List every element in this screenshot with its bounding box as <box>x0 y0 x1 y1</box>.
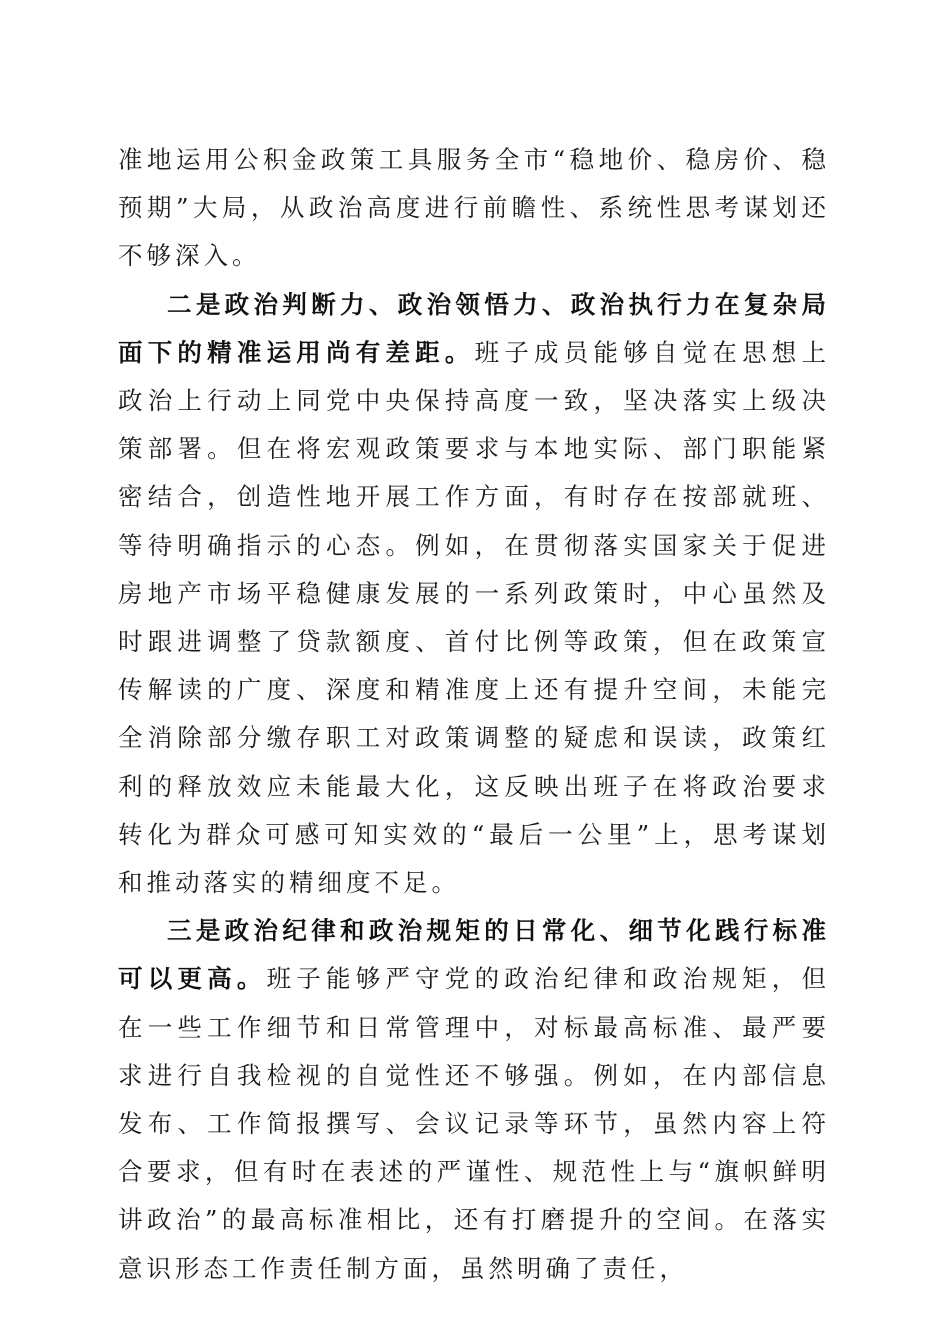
paragraph-text: 准地运用公积金政策工具服务全市“稳地价、稳房价、稳预期”大局，从政治高度进行前瞻性、系统性思考谋划还不够深入。 <box>118 145 830 271</box>
paragraph-text: 班子能够严守党的政治纪律和政治规矩，但在一些工作细节和日常管理中，对标最高标准、最严要求进行自我检视的自觉性还不够强。例如，在内部信息发布、工作简报撰写、会议记录等环节，虽然内容上符合要求，但有时在表述的严谨性、规范性上与“旗帜鲜明讲政治”的最高标准相比，还有打磨提升的空间。在落实意识形态工作责任制方面，虽然明确了责任， <box>118 964 831 1283</box>
paragraph-political-judgment <box>118 281 830 908</box>
paragraph-text: 班子成员能够自觉在思想上政治上行动上同党中央保持高度一致，坚决落实上级决策部署。但在将宏观政策要求与本地实际、部门职能紧密结合，创造性地开展工作方面，有时存在按部就班、等待明确指示的心态。例如，在贯彻落实国家关于促进房地产市场平稳健康发展的一系列政策时，中心虽然及时跟进调整了贷款额度、首付比例等政策，但在政策宣传解读的广度、深度和精准度上还有提升空间，未能完全消除部分缴存职工对政策调整的疑虑和误读，政策红利的释放效应未能最大化，这反映出班子在将政治要求转化为群众可感可知实效的“最后一公里”上，思考谋划和推动落实的精细度不足。 <box>118 337 830 898</box>
paragraph-political-discipline <box>118 907 830 1293</box>
paragraph-lead: 三是政治纪律和政治规矩的日常化、细节化践行标准可以更高。 <box>118 916 830 994</box>
document-body <box>118 136 830 1293</box>
paragraph-continued <box>118 136 830 281</box>
paragraph-lead: 二是政治判断力、政治领悟力、政治执行力在复杂局面下的精准运用尚有差距。 <box>118 289 830 367</box>
